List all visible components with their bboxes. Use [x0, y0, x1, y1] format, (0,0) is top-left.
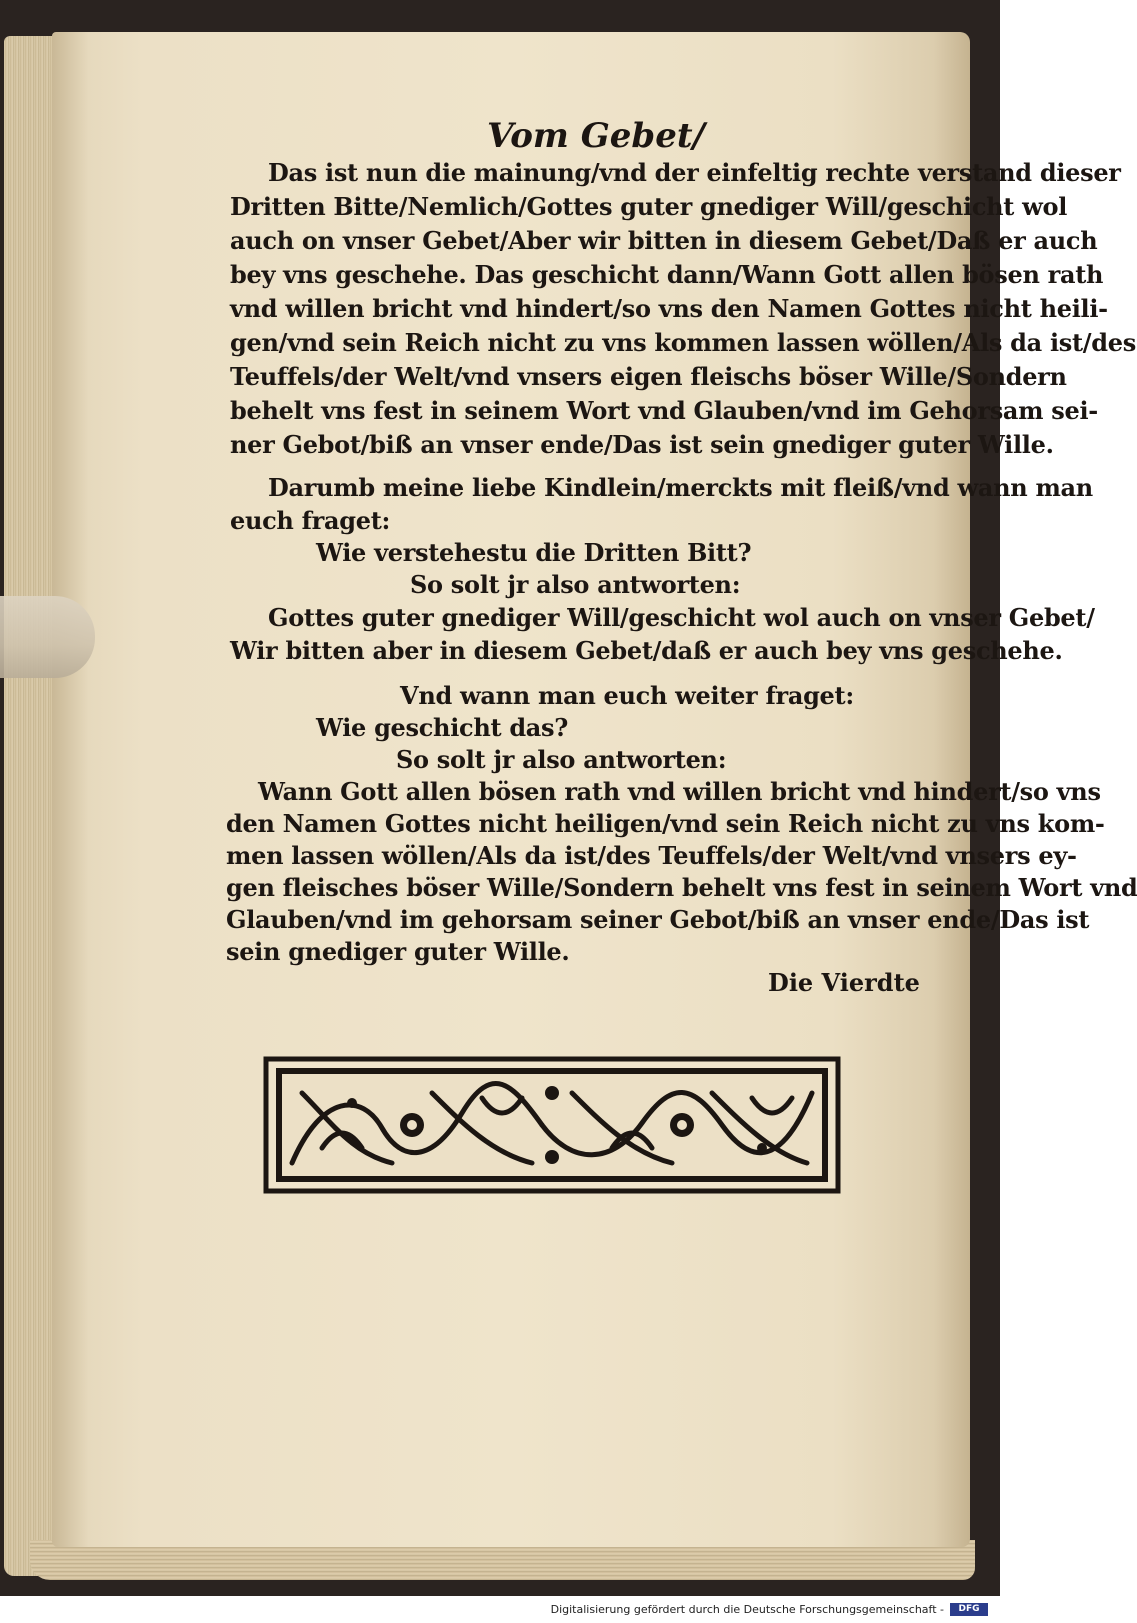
- funding-credit: Digitalisierung gefördert durch die Deutsche Forschungsgemeinschaft -: [550, 1603, 944, 1616]
- text-line: bey vns geschehe. Das geschicht dann/Wann Gott allen bösen rath: [230, 260, 1104, 289]
- dfg-logo: DFG: [950, 1603, 988, 1616]
- bookmark-tab: [0, 596, 95, 678]
- text-line: den Namen Gottes nicht heiligen/vnd sein Reich nicht zu vns kom-: [226, 809, 1105, 838]
- catchword: Die Vierdte: [768, 968, 920, 997]
- text-line: Teuffels/der Welt/vnd vnsers eigen fleischs böser Wille/Sondern: [230, 362, 1067, 391]
- text-line: Das ist nun die mainung/vnd der einfeltig rechte verstand dieser: [268, 158, 1121, 187]
- answer-cue-line: So solt jr also antworten:: [410, 570, 741, 599]
- text-line: ner Gebot/biß an vnser ende/Das ist sein gnediger guter Wille.: [230, 430, 1054, 459]
- text-line: men lassen wöllen/Als da ist/des Teuffels/der Welt/vnd vnsers ey-: [226, 841, 1077, 870]
- text-line: Gottes guter gnediger Will/geschicht wol auch on vnser Gebet/: [268, 603, 1095, 632]
- text-line: vnd willen bricht vnd hindert/so vns den Namen Gottes nicht heili-: [230, 294, 1108, 323]
- page-heading: Vom Gebet/: [487, 116, 705, 156]
- text-line: Dritten Bitte/Nemlich/Gottes guter gnediger Will/geschicht wol: [230, 192, 1068, 221]
- text-line: gen/vnd sein Reich nicht zu vns kommen lassen wöllen/Als da ist/des: [230, 328, 1136, 357]
- text-line: euch fraget:: [230, 506, 391, 535]
- text-line: sein gnediger guter Wille.: [226, 937, 570, 966]
- text-line: auch on vnser Gebet/Aber wir bitten in diesem Gebet/Daß er auch: [230, 226, 1098, 255]
- text-line: behelt vns fest in seinem Wort vnd Glauben/vnd im Gehorsam sei-: [230, 396, 1098, 425]
- text-line: Glauben/vnd im gehorsam seiner Gebot/biß an vnser ende/Das ist: [226, 905, 1090, 934]
- text-line: Wir bitten aber in diesem Gebet/daß er auch bey vns geschehe.: [230, 636, 1063, 665]
- question-line: Wie verstehestu die Dritten Bitt?: [316, 538, 752, 567]
- question-line: Wie geschicht das?: [316, 713, 569, 742]
- text-line: Vnd wann man euch weiter fraget:: [400, 681, 854, 710]
- text-line: gen fleisches böser Wille/Sondern behelt vns fest in seinem Wort vnd: [226, 873, 1137, 902]
- answer-cue-line: So solt jr also antworten:: [396, 745, 727, 774]
- text-line: Darumb meine liebe Kindlein/merckts mit fleiß/vnd wann man: [268, 473, 1093, 502]
- woodcut-ornament: [262, 1053, 842, 1195]
- text-line: Wann Gott allen bösen rath vnd willen bricht vnd hindert/so vns: [258, 777, 1101, 806]
